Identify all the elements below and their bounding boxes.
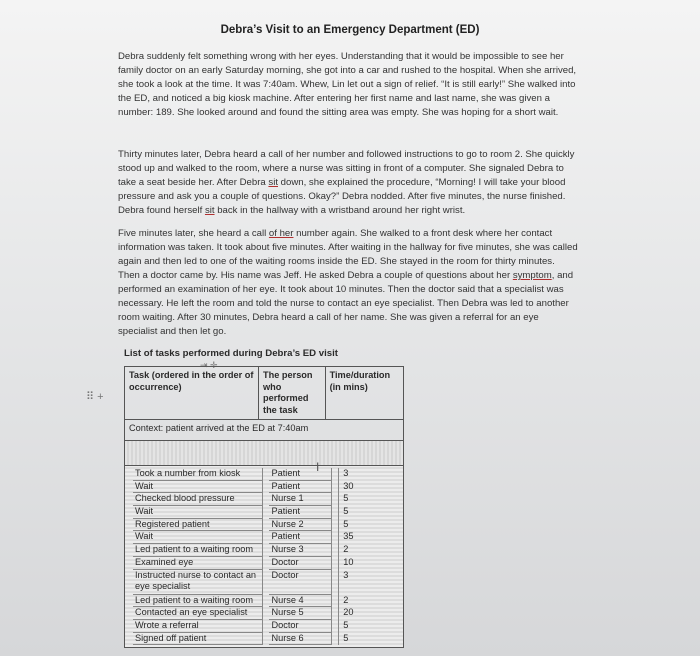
text-cursor-icon: I xyxy=(316,460,320,474)
table-row[interactable] xyxy=(133,506,403,519)
time-cell[interactable]: 10 xyxy=(338,557,403,570)
task-cell[interactable]: Signed off patient xyxy=(133,633,263,646)
table-row[interactable] xyxy=(133,557,403,570)
table-row[interactable] xyxy=(133,531,403,544)
task-cell[interactable]: Instructed nurse to contact an eye specialist xyxy=(133,570,263,595)
time-cell[interactable]: 35 xyxy=(338,531,403,544)
time-cell[interactable]: 2 xyxy=(338,544,403,557)
person-cell[interactable]: Doctor xyxy=(269,570,332,595)
table-move-handle[interactable] xyxy=(86,390,104,403)
table-row[interactable] xyxy=(133,468,403,481)
task-list xyxy=(125,466,403,647)
person-cell[interactable]: Nurse 5 xyxy=(269,607,332,620)
task-cell[interactable]: Took a number from kiosk xyxy=(133,468,263,481)
person-cell[interactable]: Patient xyxy=(269,506,332,519)
table-row[interactable] xyxy=(133,595,403,608)
table-row[interactable] xyxy=(133,493,403,506)
header-task: Task (ordered in the order of occurrence) xyxy=(125,367,259,419)
person-cell[interactable]: Nurse 6 xyxy=(269,633,332,646)
task-cell[interactable]: Wait xyxy=(133,531,263,544)
time-cell[interactable]: 3 xyxy=(338,468,403,481)
task-cell[interactable]: Contacted an eye specialist xyxy=(133,607,263,620)
table-row[interactable] xyxy=(133,620,403,633)
person-cell[interactable]: Doctor xyxy=(269,620,332,633)
time-cell[interactable]: 3 xyxy=(338,570,403,595)
paragraph-2: Thirty minutes later, Debra heard a call of her number and followed instructions to go to room 2. She quickly stood up and walked to the room, where a nurse was sitting in front of a computer. She signaled Debra to take a seat beside her. After Debra sit down, she explained the procedure, “Morning! I will take your blood pressure and ask you a couple of questions. Okay?” Debra nodded. After five minutes, the nurse finished. Debra found herself sit back in the hallway with a wristband around her right wrist. xyxy=(118,149,575,216)
person-cell[interactable]: Patient xyxy=(269,468,332,481)
table-context: Context: patient arrived at the ED at 7:40am xyxy=(125,419,403,441)
paragraph-3: Five minutes later, she heard a call of her number again. She walked to a front desk where her contact information was taken. It took about five minutes. After waiting in the hallway for five minutes, she was called again and then led to one of the waiting rooms inside the ED. She stayed in the room for thirty minutes. Then a doctor came by. His name was Jeff. He asked Debra a couple of questions about her symptom, and performed an examination of her eye. It took about 10 minutes. Then the doctor said that a specialist was necessary. He left the room and told the nurse to contact an eye specialist. Then Debra was led to another room waiting. After 30 minutes, Debra heard a call of her name. She was given a referral for an eye specialist and then let go. xyxy=(118,228,578,337)
page-title: Debra’s Visit to an Emergency Department (ED) xyxy=(220,24,480,36)
person-cell[interactable]: Patient xyxy=(269,481,332,494)
task-cell[interactable]: Led patient to a waiting room xyxy=(133,595,263,608)
paragraph-1: Debra suddenly felt something wrong with her eyes. Understanding that it would be impossible to see her family doctor on an early Saturday morning, she got into a car and rushed to the hospital. When she arrived, she took a look at the time. It was 7:40am. Whew, Lin let out a sign of relief. “It is still early!” She walked into the ED, and noticed a big kiosk machine. After entering her first name and last name, she was given a number: 189. She looked around and found the sitting area was empty. She was hoping for a short wait. xyxy=(118,51,577,118)
table-row[interactable] xyxy=(133,633,403,646)
header-person: The person who performed the task xyxy=(259,367,326,419)
task-cell[interactable]: Led patient to a waiting room xyxy=(133,544,263,557)
person-cell[interactable]: Nurse 1 xyxy=(269,493,332,506)
time-cell[interactable]: 2 xyxy=(338,595,403,608)
task-cell[interactable]: Wait xyxy=(133,481,263,494)
person-cell[interactable]: Nurse 3 xyxy=(269,544,332,557)
table-spacer xyxy=(125,441,403,466)
time-cell[interactable]: 5 xyxy=(338,633,403,646)
person-cell[interactable]: Nurse 4 xyxy=(269,595,332,608)
task-table[interactable] xyxy=(124,366,404,648)
table-header-row xyxy=(125,367,403,419)
table-row[interactable] xyxy=(133,570,403,595)
header-time: Time/duration (in mins) xyxy=(329,370,391,392)
table-row[interactable] xyxy=(133,519,403,532)
list-title: List of tasks performed during Debra’s ED visit xyxy=(124,348,338,359)
table-row[interactable] xyxy=(133,544,403,557)
add-row-icon[interactable]: + xyxy=(97,391,104,403)
time-cell[interactable]: 5 xyxy=(338,519,403,532)
time-cell[interactable]: 5 xyxy=(338,620,403,633)
time-cell[interactable]: 20 xyxy=(338,607,403,620)
person-cell[interactable]: Nurse 2 xyxy=(269,519,332,532)
time-cell[interactable]: 5 xyxy=(338,506,403,519)
time-cell[interactable]: 30 xyxy=(338,481,403,494)
time-cell[interactable]: 5 xyxy=(338,493,403,506)
task-cell[interactable]: Wait xyxy=(133,506,263,519)
table-resize-handle-icon[interactable]: ⇥ ✛ xyxy=(200,360,218,370)
drag-icon[interactable]: ⠿ xyxy=(86,391,95,403)
task-cell[interactable]: Registered patient xyxy=(133,519,263,532)
task-cell[interactable]: Wrote a referral xyxy=(133,620,263,633)
table-row[interactable] xyxy=(133,607,403,620)
task-cell[interactable]: Checked blood pressure xyxy=(133,493,263,506)
person-cell[interactable]: Patient xyxy=(269,531,332,544)
person-cell[interactable]: Doctor xyxy=(269,557,332,570)
table-row[interactable] xyxy=(133,481,403,494)
task-cell[interactable]: Examined eye xyxy=(133,557,263,570)
